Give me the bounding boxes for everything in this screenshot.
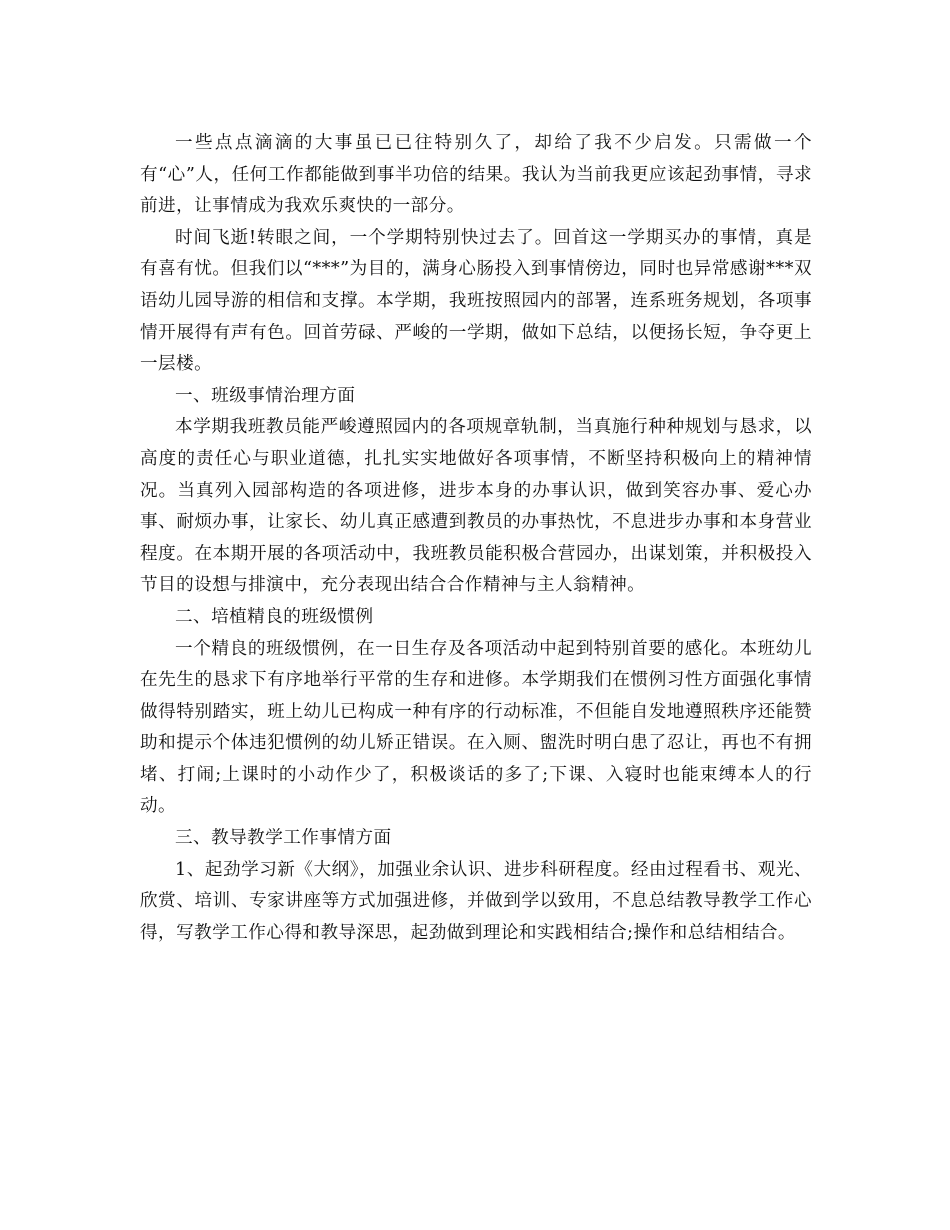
section-heading-class-routine: 二、培植精良的班级惯例 [175, 606, 374, 627]
paragraph-semester-summary: 时间飞逝!转眼之间，一个学期特别快过去了。回首这一学期买办的事情，真是有喜有忧。但我们以“***”为目的，满身心肠投入到事情傍边，同时也异常感谢***双语幼儿园导游的相信和支撑。本学期，我班按照园内的部署，连系班务规划，各项事情开展得有声有色。回首劳碌、严峻的一学期，做如下总结，以便扬长短，争夺更上一层楼。 [140, 227, 812, 375]
document-body [140, 128, 812, 949]
paragraph-teaching-work: 1、起劲学习新《大纲》，加强业余认识、进步科研程度。经由过程看书、观光、欣赏、培训、专家讲座等方式加强进修，并做到学以致用，不息总结教导教学工作心得，写教学工作心得和教导深思，起劲做到理论和实践相结合;操作和总结相结合。 [140, 859, 812, 943]
paragraph-intro: 一些点点滴滴的大事虽已已往特别久了，却给了我不少启发。只需做一个有“心”人，任何工作都能做到事半功倍的结果。我认为当前我更应该起劲事情，寻求前进，让事情成为我欢乐爽快的一部分。 [140, 133, 812, 217]
paragraph-class-routine: 一个精良的班级惯例，在一日生存及各项活动中起到特别首要的感化。本班幼儿在先生的恳求下有序地举行平常的生存和进修。本学期我们在惯例习性方面强化事情做得特别踏实，班上幼儿已构成一种有序的行动标准，不但能自发地遵照秩序还能赞助和提示个体违犯惯例的幼儿矫正错误。在入厕、盥洗时明白患了忍让，再也不有拥堵、打闹;上课时的小动作少了，积极谈话的多了;下课、入寝时也能束缚本人的行动。 [140, 638, 812, 817]
paragraph-class-management: 本学期我班教员能严峻遵照园内的各项规章轨制，当真施行种种规划与恳求，以高度的责任心与职业道德，扎扎实实地做好各项事情，不断坚持积极向上的精神情况。当真列入园部构造的各项进修，进步本身的办事认识，做到笑容办事、爱心办事、耐烦办事，让家长、幼儿真正感遭到教员的办事热忱，不息进步办事和本身营业程度。在本期开展的各项活动中，我班教员能积极合营园办，出谋划策，并积极投入节目的设想与排演中，充分表现出结合合作精神与主人翁精神。 [140, 417, 812, 596]
section-heading-teaching-work: 三、教导教学工作事情方面 [175, 828, 392, 849]
section-heading-class-management: 一、班级事情治理方面 [175, 385, 356, 406]
